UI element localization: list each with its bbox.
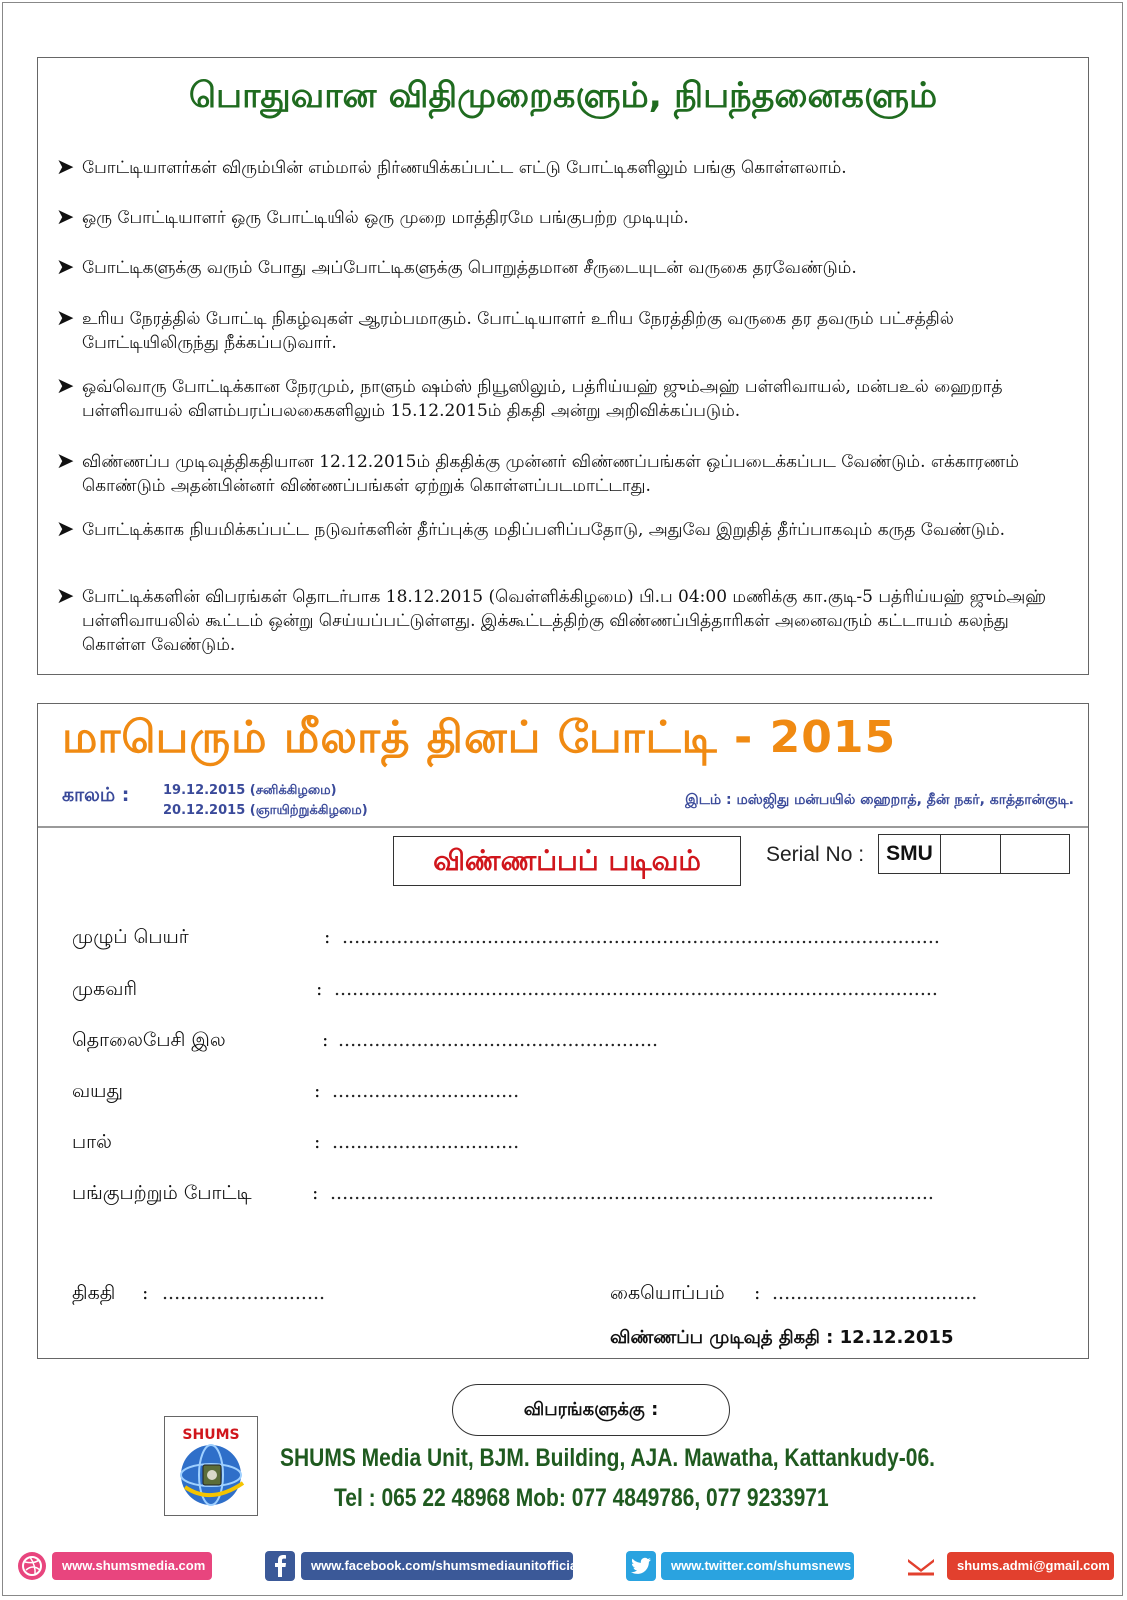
field-label: பால்	[72, 1131, 112, 1153]
field-label: முகவரி	[72, 978, 138, 1000]
rule-item	[56, 450, 1076, 498]
contact-heading: விபரங்களுக்கு :	[452, 1384, 730, 1436]
field-label: பங்குபற்றும் போட்டி	[72, 1182, 252, 1204]
rule-item	[56, 256, 1076, 280]
rule-item	[56, 518, 1076, 542]
event-dates	[163, 781, 368, 821]
mail-icon	[905, 1550, 937, 1582]
fill-in-line[interactable]: .....................................................	[338, 1029, 659, 1051]
age-field[interactable]	[72, 1080, 520, 1105]
arrow-bullet-icon: ➤	[56, 517, 75, 542]
period-label: காலம் :	[62, 784, 130, 806]
serial-cell[interactable]	[941, 835, 1001, 873]
full-name-field[interactable]	[72, 926, 940, 951]
website-link[interactable]: www.shumsmedia.com	[52, 1552, 212, 1580]
rule-item	[56, 206, 1076, 230]
event-venue: இடம் : மஸ்ஜிது மன்பயில் ஹைறாத், தீன் நகர், காத்தான்குடி.	[685, 792, 1074, 808]
rule-text: ஒவ்வொரு போட்டிக்கான நேரமும், நாளும் ஷம்ஸ் நியூஸிலும், பத்ரிய்யஹ் ஜும்அஹ் பள்ளிவாயல், மன்பஉல் ஹைறாத் பள்ளிவாயல் விளம்பரப்பலகைகளிலும் 15.12.2015ம் திகதி அன்று அறிவிக்கப்படும்.	[82, 377, 1003, 421]
rule-text: போட்டிக்காக நியமிக்கப்பட்ட நடுவர்களின் தீர்ப்புக்கு மதிப்பளிப்பதோடு, அதுவே இறுதித் தீர்ப்பாகவும் கருத வேண்டும்.	[82, 520, 1006, 540]
arrow-bullet-icon: ➤	[56, 255, 75, 280]
field-colon: :	[312, 1182, 319, 1204]
email-link[interactable]: shums.admi@gmail.com	[947, 1552, 1114, 1580]
competition-field[interactable]	[72, 1182, 934, 1207]
arrow-bullet-icon: ➤	[56, 374, 75, 399]
field-colon: :	[322, 1029, 329, 1051]
fill-in-line[interactable]: ...............................	[332, 1131, 520, 1153]
field-colon: :	[314, 1080, 321, 1102]
rules-title: பொதுவான விதிமுறைகளும், நிபந்தனைகளும்	[188, 76, 938, 116]
field-label: திகதி	[72, 1282, 116, 1304]
contact-address: SHUMS Media Unit, BJM. Building, AJA. Mawatha, Kattankudy-06.	[280, 1444, 935, 1472]
signature-field[interactable]	[610, 1282, 978, 1307]
twitter-link[interactable]: www.twitter.com/shumsnews	[661, 1552, 854, 1580]
field-label: வயது	[72, 1080, 123, 1102]
fill-in-line[interactable]: ...................................................................................................	[342, 926, 940, 948]
facebook-link[interactable]: www.facebook.com/shumsmediaunitofficial	[301, 1552, 573, 1580]
serial-cell[interactable]	[1001, 835, 1069, 873]
serial-label: Serial No :	[766, 843, 865, 866]
dribbble-icon	[16, 1550, 48, 1582]
field-label: தொலைபேசி இல	[72, 1029, 226, 1051]
arrow-bullet-icon: ➤	[56, 155, 75, 180]
address-field[interactable]	[72, 978, 938, 1003]
logo-text: SHUMS	[182, 1427, 240, 1443]
event-date-1: 19.12.2015 (சனிக்கிழமை)	[163, 783, 337, 798]
rule-text: போட்டிக்களின் விபரங்கள் தொடர்பாக 18.12.2015 (வெள்ளிக்கிழமை) பி.ப 04:00 மணிக்கு கா.குடி-5 பத்ரிய்யஹ் ஜும்அஹ் பள்ளிவாயலில் கூட்டம் ஒன்று செய்யப்பட்டுள்ளது. இக்கூட்டத்திற்கு விண்ணப்பித்தாரிகள் அனைவரும் கட்டாயம் கலந்து கொள்ள வேண்டும்.	[82, 587, 1047, 655]
contact-phones: Tel : 065 22 48968 Mob: 077 4849786, 077 9233971	[334, 1484, 829, 1512]
field-colon: :	[324, 926, 331, 948]
date-field[interactable]	[72, 1282, 326, 1307]
application-deadline: விண்ணப்ப முடிவுத் திகதி : 12.12.2015	[610, 1327, 954, 1348]
event-header	[38, 704, 1088, 828]
rule-item	[56, 307, 1076, 355]
event-title: மாபெரும் மீலாத் தினப் போட்டி - 2015	[62, 712, 897, 763]
rule-text: ஒரு போட்டியாளர் ஒரு போட்டியில் ஒரு முறை மாத்திரமே பங்குபற்ற முடியும்.	[82, 208, 689, 228]
application-form	[37, 703, 1089, 1359]
rule-text: விண்ணப்ப முடிவுத்திகதியான 12.12.2015ம் திகதிக்கு முன்னர் விண்ணப்பங்கள் ஒப்படைக்கப்பட வேண்டும். எக்காரணம் கொண்டும் அதன்பின்னர் விண்ணப்பங்கள் ஏற்றுக் கொள்ளப்படமாட்டாது.	[82, 452, 1019, 496]
form-heading: விண்ணப்பப் படிவம்	[393, 836, 741, 886]
arrow-bullet-icon: ➤	[56, 584, 75, 609]
facebook-icon	[264, 1550, 296, 1582]
fill-in-line[interactable]: ....................................................................................................	[330, 1182, 934, 1204]
field-colon: :	[754, 1282, 761, 1304]
shums-logo	[164, 1416, 258, 1516]
fill-in-line[interactable]: ...............................	[332, 1080, 520, 1102]
twitter-icon	[625, 1550, 657, 1582]
field-label: கையொப்பம்	[610, 1282, 725, 1304]
serial-prefix: SMU	[879, 835, 941, 873]
fill-in-line[interactable]: ....................................................................................................	[334, 978, 938, 1000]
rule-item	[56, 156, 1076, 180]
field-colon: :	[314, 1131, 321, 1153]
rules-section	[37, 57, 1089, 675]
event-date-2: 20.12.2015 (ஞாயிற்றுக்கிழமை)	[163, 803, 368, 818]
gender-field[interactable]	[72, 1131, 520, 1156]
rule-text: போட்டியாளர்கள் விரும்பின் எம்மால் நிர்ணயிக்கப்பட்ட எட்டு போட்டிகளிலும் பங்கு கொள்ளலாம்.	[82, 158, 847, 178]
phone-field[interactable]	[72, 1029, 659, 1054]
arrow-bullet-icon: ➤	[56, 306, 75, 331]
field-colon: :	[142, 1282, 149, 1304]
arrow-bullet-icon: ➤	[56, 449, 75, 474]
rule-text: உரிய நேரத்தில் போட்டி நிகழ்வுகள் ஆரம்பமாகும். போட்டியாளர் உரிய நேரத்திற்கு வருகை தர தவரும் பட்சத்தில் போட்டியிலிருந்து நீக்கப்படுவார்.	[82, 309, 954, 353]
globe-icon	[165, 1417, 257, 1515]
serial-number-boxes	[878, 834, 1070, 874]
field-colon: :	[316, 978, 323, 1000]
rule-item	[56, 375, 1076, 423]
fill-in-line[interactable]: ..................................	[772, 1282, 978, 1304]
arrow-bullet-icon: ➤	[56, 205, 75, 230]
rule-item	[56, 585, 1076, 657]
fill-in-line[interactable]: ...........................	[162, 1282, 326, 1304]
field-label: முழுப் பெயர்	[72, 926, 189, 948]
rule-text: போட்டிகளுக்கு வரும் போது அப்போட்டிகளுக்கு பொறுத்தமான சீருடையுடன் வருகை தரவேண்டும்.	[82, 258, 857, 278]
